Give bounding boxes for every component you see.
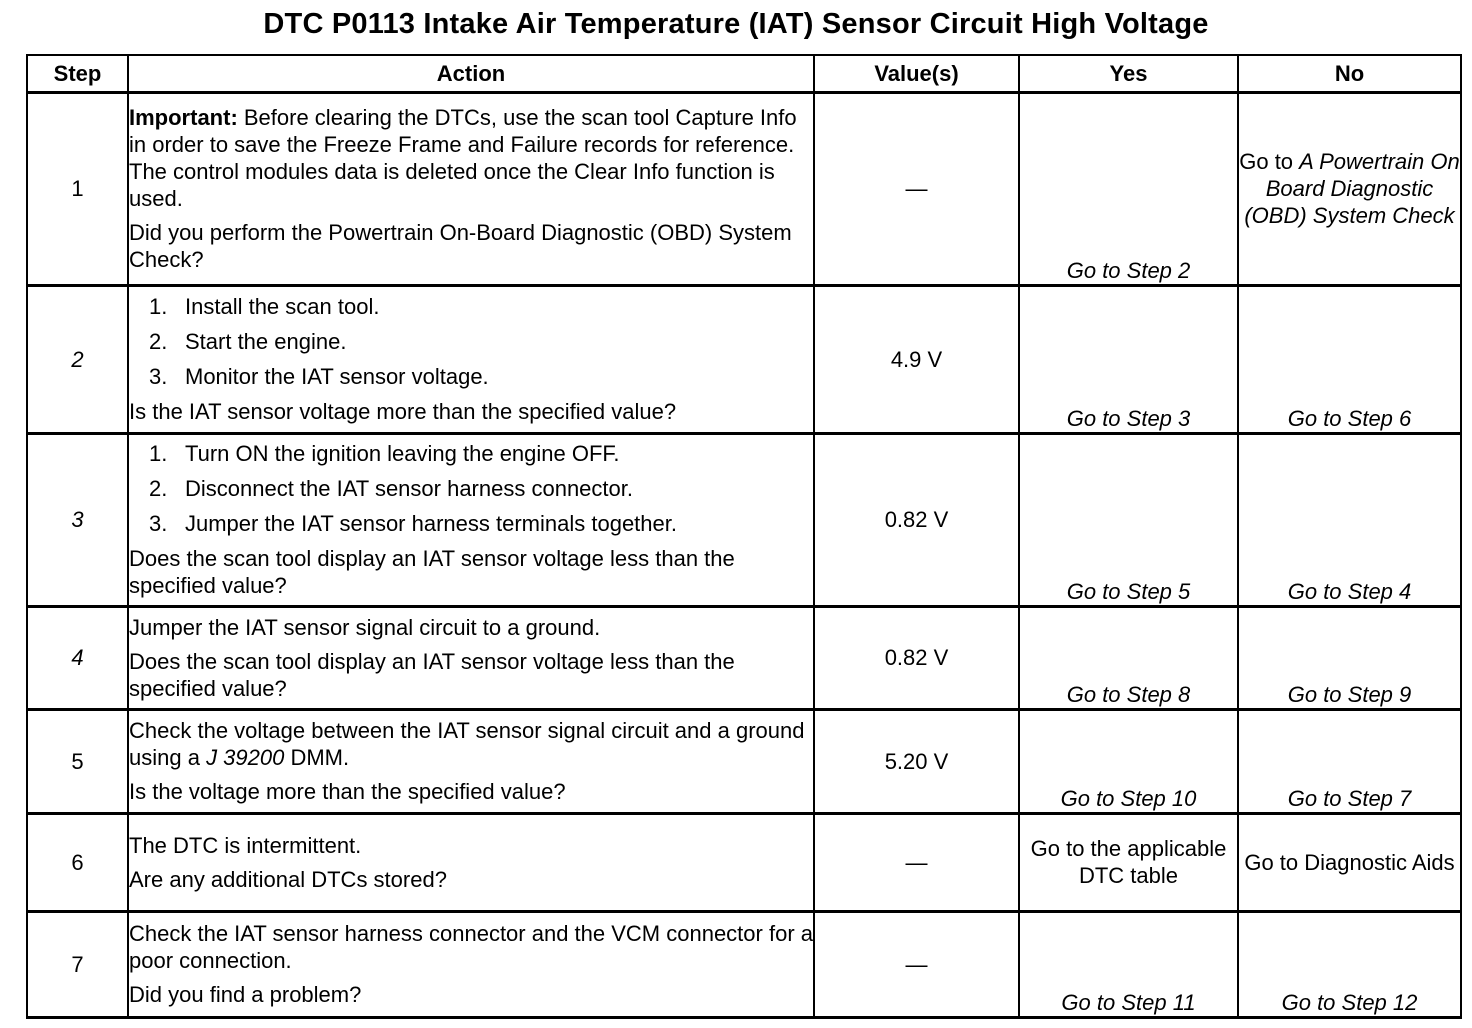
table-row-step-3 (27, 433, 1461, 606)
action-cell (128, 709, 814, 813)
action-cell (128, 92, 814, 285)
important-label: Important: (129, 105, 238, 130)
value-text: — (905, 849, 928, 875)
list-item (149, 510, 813, 537)
step-number: 7 (27, 911, 128, 1017)
action-steps (129, 440, 813, 537)
action-text: Check the IAT sensor harness connector and the VCM connector for a poor connection. (129, 921, 813, 973)
item-number: 2. (149, 329, 168, 354)
important-note (129, 104, 813, 212)
header-step: Step (27, 55, 128, 92)
tool-reference: J 39200 (206, 745, 285, 770)
table-row-step-4 (27, 606, 1461, 709)
list-item (149, 440, 813, 467)
item-text: Start the engine. (185, 329, 347, 354)
table-row-step-7 (27, 911, 1461, 1017)
question-text: Did you perform the Powertrain On-Board Diagnostic (OBD) System Check? (129, 220, 792, 272)
action-cell (128, 813, 814, 911)
action-cell (128, 433, 814, 606)
important-text: Before clearing the DTCs, use the scan tool Capture Info in order to save the Freeze Frame and Failure records for reference. The control modules data is deleted once the Clear Info function is used. (129, 105, 797, 211)
question-text: Did you find a problem? (129, 982, 362, 1007)
no-cell (1238, 92, 1461, 285)
action-steps (129, 293, 813, 390)
table-row-step-2 (27, 285, 1461, 433)
table-row-step-6 (27, 813, 1461, 911)
value-cell: 5.20 V (814, 709, 1019, 813)
no-prefix: Go to (1239, 149, 1300, 174)
table-row-step-1 (27, 92, 1461, 285)
item-text: Turn ON the ignition leaving the engine OFF. (185, 441, 620, 466)
action-cell (128, 911, 814, 1017)
action-text: Jumper the IAT sensor signal circuit to a ground. (129, 614, 601, 640)
value-cell (814, 813, 1019, 911)
list-item (149, 363, 813, 390)
action-text: The DTC is intermittent. (129, 832, 362, 858)
step-number: 3 (27, 433, 128, 606)
item-number: 1. (149, 294, 168, 319)
value-cell: 4.9 V (814, 285, 1019, 433)
yes-cell: Go to Step 5 (1019, 433, 1238, 606)
no-reference: A Powertrain On Board Diagnostic (OBD) System Check (1244, 149, 1460, 228)
no-cell: Go to Step 12 (1238, 911, 1461, 1017)
item-text: Disconnect the IAT sensor harness connector. (185, 476, 633, 501)
value-cell (814, 911, 1019, 1017)
step-number: 1 (27, 92, 128, 285)
list-item (149, 475, 813, 502)
action-cell (128, 606, 814, 709)
yes-cell: Go to Step 11 (1019, 911, 1238, 1017)
step-number: 5 (27, 709, 128, 813)
header-row (27, 55, 1461, 92)
value-cell: 0.82 V (814, 606, 1019, 709)
no-cell: Go to Diagnostic Aids (1238, 813, 1461, 911)
item-text: Monitor the IAT sensor voltage. (185, 364, 489, 389)
item-number: 3. (149, 364, 168, 389)
yes-cell: Go to Step 10 (1019, 709, 1238, 813)
no-cell: Go to Step 7 (1238, 709, 1461, 813)
header-yes: Yes (1019, 55, 1238, 92)
list-item (149, 328, 813, 355)
action-text-end: DMM. (284, 745, 350, 770)
question-text: Is the IAT sensor voltage more than the specified value? (129, 399, 677, 424)
header-values: Value(s) (814, 55, 1019, 92)
no-cell: Go to Step 6 (1238, 285, 1461, 433)
value-text: — (905, 176, 928, 201)
step-number: 4 (27, 606, 128, 709)
yes-cell: Go to the applicable DTC table (1019, 813, 1238, 911)
action-text-start: Check the voltage between the IAT sensor signal circuit and a ground using a (129, 718, 805, 770)
item-text: Jumper the IAT sensor harness terminals together. (185, 511, 677, 536)
action-text (129, 717, 813, 771)
header-no: No (1238, 55, 1461, 92)
value-cell: 0.82 V (814, 433, 1019, 606)
yes-cell: Go to Step 2 (1019, 92, 1238, 285)
list-item (149, 293, 813, 320)
item-number: 3. (149, 511, 168, 536)
question-text: Does the scan tool display an IAT sensor voltage less than the specified value? (129, 648, 735, 701)
value-cell (814, 92, 1019, 285)
diagnostic-table (26, 54, 1462, 1019)
item-text: Install the scan tool. (185, 294, 380, 319)
yes-cell: Go to Step 3 (1019, 285, 1238, 433)
item-number: 2. (149, 476, 168, 501)
question-text: Is the voltage more than the specified value? (129, 779, 566, 804)
no-cell: Go to Step 9 (1238, 606, 1461, 709)
table-row-step-5 (27, 709, 1461, 813)
step-number: 6 (27, 813, 128, 911)
question-text: Are any additional DTCs stored? (129, 866, 447, 892)
value-text: — (905, 951, 928, 977)
question-text: Does the scan tool display an IAT sensor voltage less than the specified value? (129, 546, 735, 598)
step-number: 2 (27, 285, 128, 433)
yes-cell: Go to Step 8 (1019, 606, 1238, 709)
action-cell (128, 285, 814, 433)
item-number: 1. (149, 441, 168, 466)
no-cell: Go to Step 4 (1238, 433, 1461, 606)
header-action: Action (128, 55, 814, 92)
page-title: DTC P0113 Intake Air Temperature (IAT) Sensor Circuit High Voltage (263, 8, 1209, 40)
